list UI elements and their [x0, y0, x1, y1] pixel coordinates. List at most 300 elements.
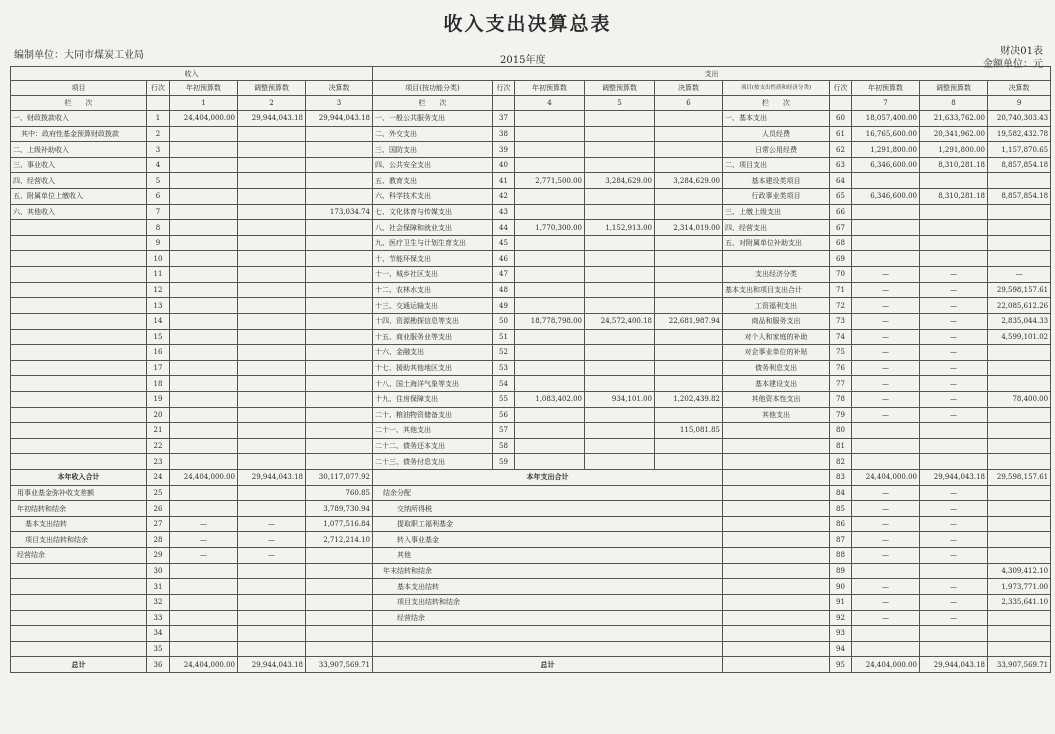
func-final — [655, 360, 723, 376]
table-row — [11, 204, 1051, 220]
income-budget-adjusted — [238, 173, 306, 189]
econ-budget-adjusted: — — [920, 532, 988, 548]
col-number: 4 — [515, 96, 585, 111]
econ-budget-adjusted — [920, 626, 988, 642]
row-number: 81 — [830, 438, 852, 454]
table-row — [11, 267, 1051, 283]
income-item-label — [11, 423, 147, 439]
row-number: 17 — [147, 360, 170, 376]
econ-item-label: 行政事业类项目 — [723, 189, 830, 205]
func-budget-adjusted — [585, 423, 655, 439]
income-budget-initial — [170, 189, 238, 205]
table-row — [11, 126, 1051, 142]
econ-budget-adjusted: 8,310,281.18 — [920, 157, 988, 173]
func-budget-adjusted — [585, 329, 655, 345]
income-budget-adjusted — [238, 298, 306, 314]
econ-budget-initial — [852, 423, 920, 439]
func-budget-adjusted: 1,152,913.00 — [585, 220, 655, 236]
econ-final: 33,907,569.71 — [988, 657, 1051, 673]
income-item-label: 年初结转和结余 — [11, 501, 147, 517]
col-budget-initial: 年初预算数 — [515, 81, 585, 96]
table-row — [11, 610, 1051, 626]
income-item-label — [11, 345, 147, 361]
income-budget-initial — [170, 157, 238, 173]
income-budget-initial — [170, 594, 238, 610]
econ-item-label: 对企事业单位的补贴 — [723, 345, 830, 361]
row-number: 1 — [147, 111, 170, 127]
income-item-label — [11, 360, 147, 376]
row-number: 15 — [147, 329, 170, 345]
income-final — [306, 360, 373, 376]
econ-final — [988, 454, 1051, 470]
income-item-label — [11, 610, 147, 626]
income-item-label: 基本支出结转 — [11, 516, 147, 532]
row-number: 30 — [147, 563, 170, 579]
income-item-label — [11, 267, 147, 283]
econ-final — [988, 235, 1051, 251]
func-final — [655, 157, 723, 173]
econ-budget-initial — [852, 454, 920, 470]
income-budget-initial — [170, 345, 238, 361]
row-number: 21 — [147, 423, 170, 439]
econ-final: 29,598,157.61 — [988, 282, 1051, 298]
econ-final — [988, 423, 1051, 439]
func-budget-adjusted — [585, 204, 655, 220]
row-number: 42 — [493, 189, 515, 205]
row-number: 87 — [830, 532, 852, 548]
econ-budget-initial — [852, 173, 920, 189]
income-budget-initial — [170, 563, 238, 579]
func-budget-initial — [515, 376, 585, 392]
table-row — [11, 391, 1051, 407]
income-budget-initial — [170, 282, 238, 298]
income-item-label — [11, 407, 147, 423]
row-number: 47 — [493, 267, 515, 283]
table-row — [11, 470, 1051, 486]
econ-final — [988, 204, 1051, 220]
row-number: 41 — [493, 173, 515, 189]
table-row — [11, 641, 1051, 657]
row-number: 19 — [147, 391, 170, 407]
econ-item-label — [723, 657, 830, 673]
econ-final — [988, 501, 1051, 517]
row-number: 22 — [147, 438, 170, 454]
income-budget-initial — [170, 235, 238, 251]
row-number: 34 — [147, 626, 170, 642]
econ-budget-adjusted: — — [920, 313, 988, 329]
expense-summary-label: 交纳所得税 — [373, 501, 723, 517]
row-number: 7 — [147, 204, 170, 220]
func-budget-initial — [515, 189, 585, 205]
econ-budget-adjusted: — — [920, 282, 988, 298]
row-number: 89 — [830, 563, 852, 579]
table-row — [11, 485, 1051, 501]
func-final: 3,284,629.00 — [655, 173, 723, 189]
econ-item-label: 日常公用经费 — [723, 142, 830, 158]
income-final — [306, 329, 373, 345]
row-number: 50 — [493, 313, 515, 329]
row-number: 64 — [830, 173, 852, 189]
econ-budget-initial: — — [852, 329, 920, 345]
econ-budget-initial: — — [852, 610, 920, 626]
econ-item-label: 基本建设支出 — [723, 376, 830, 392]
econ-final — [988, 548, 1051, 564]
col-number: 8 — [920, 96, 988, 111]
income-budget-initial — [170, 485, 238, 501]
col-budget-adjusted: 调整预算数 — [585, 81, 655, 96]
expense-summary-label — [373, 641, 723, 657]
row-number: 29 — [147, 548, 170, 564]
income-final — [306, 454, 373, 470]
row-number: 65 — [830, 189, 852, 205]
function-item-label: 四、公共安全支出 — [373, 157, 493, 173]
econ-item-label — [723, 563, 830, 579]
table-row — [11, 345, 1051, 361]
row-number: 54 — [493, 376, 515, 392]
income-budget-initial — [170, 360, 238, 376]
table-row — [11, 454, 1051, 470]
income-item-label — [11, 251, 147, 267]
econ-budget-initial — [852, 235, 920, 251]
income-budget-initial — [170, 407, 238, 423]
table-row — [11, 376, 1051, 392]
income-item-label: 用事业基金弥补收支差额 — [11, 485, 147, 501]
income-item-label — [11, 313, 147, 329]
income-final — [306, 189, 373, 205]
income-budget-adjusted: — — [238, 516, 306, 532]
function-item-label: 九、医疗卫生与计划生育支出 — [373, 235, 493, 251]
econ-budget-initial: — — [852, 532, 920, 548]
econ-budget-adjusted: — — [920, 548, 988, 564]
row-number: 58 — [493, 438, 515, 454]
expense-header: 支出 — [373, 67, 1051, 81]
expense-summary-label — [373, 626, 723, 642]
econ-final: 20,740,303.43 — [988, 111, 1051, 127]
income-item-label — [11, 454, 147, 470]
econ-item-label — [723, 470, 830, 486]
row-number: 38 — [493, 126, 515, 142]
func-budget-initial — [515, 329, 585, 345]
income-item-label: 三、事业收入 — [11, 157, 147, 173]
econ-budget-initial — [852, 563, 920, 579]
func-final — [655, 438, 723, 454]
econ-item-label: 支出经济分类 — [723, 267, 830, 283]
row-number: 83 — [830, 470, 852, 486]
income-item-label — [11, 282, 147, 298]
row-number: 69 — [830, 251, 852, 267]
table-row — [11, 548, 1051, 564]
func-budget-adjusted — [585, 235, 655, 251]
row-number: 78 — [830, 391, 852, 407]
income-budget-adjusted — [238, 391, 306, 407]
row-number: 63 — [830, 157, 852, 173]
row-number: 6 — [147, 189, 170, 205]
func-budget-adjusted — [585, 251, 655, 267]
econ-budget-adjusted: 20,341,962.00 — [920, 126, 988, 142]
expense-summary-label: 提取职工福利基金 — [373, 516, 723, 532]
income-budget-initial — [170, 313, 238, 329]
econ-final — [988, 376, 1051, 392]
econ-item-label: 对个人和家庭的补助 — [723, 329, 830, 345]
income-budget-adjusted — [238, 313, 306, 329]
func-final — [655, 142, 723, 158]
econ-budget-initial: — — [852, 267, 920, 283]
func-final — [655, 267, 723, 283]
income-final — [306, 548, 373, 564]
func-budget-initial — [515, 360, 585, 376]
function-item-label: 二十三、债务付息支出 — [373, 454, 493, 470]
function-item-label: 二十二、债务还本支出 — [373, 438, 493, 454]
function-item-label: 二十一、其他支出 — [373, 423, 493, 439]
income-budget-initial — [170, 626, 238, 642]
expense-summary-label: 转入事业基金 — [373, 532, 723, 548]
income-budget-adjusted — [238, 329, 306, 345]
econ-item-label: 其他资本性支出 — [723, 391, 830, 407]
econ-final — [988, 516, 1051, 532]
income-budget-adjusted — [238, 235, 306, 251]
income-item-label — [11, 563, 147, 579]
func-final — [655, 298, 723, 314]
table-row — [11, 111, 1051, 127]
econ-final: 1,973,771.00 — [988, 579, 1051, 595]
income-final: 3,789,730.94 — [306, 501, 373, 517]
func-budget-adjusted — [585, 407, 655, 423]
econ-item-label — [723, 532, 830, 548]
row-number: 66 — [830, 204, 852, 220]
econ-item-label — [723, 485, 830, 501]
income-budget-adjusted — [238, 626, 306, 642]
income-budget-adjusted: 29,944,043.18 — [238, 657, 306, 673]
row-number: 33 — [147, 610, 170, 626]
row-number: 2 — [147, 126, 170, 142]
econ-item-label — [723, 610, 830, 626]
function-item-label: 十六、金融支出 — [373, 345, 493, 361]
econ-item-label: 一、基本支出 — [723, 111, 830, 127]
func-budget-initial — [515, 251, 585, 267]
row-number: 9 — [147, 235, 170, 251]
lanci-label: 栏 次 — [11, 96, 147, 111]
col-number: 7 — [852, 96, 920, 111]
table-row — [11, 626, 1051, 642]
income-budget-initial — [170, 267, 238, 283]
income-budget-adjusted — [238, 220, 306, 236]
econ-final: 1,157,870.65 — [988, 142, 1051, 158]
table-row — [11, 329, 1051, 345]
income-item-label: 六、其他收入 — [11, 204, 147, 220]
func-budget-initial — [515, 142, 585, 158]
income-budget-initial — [170, 376, 238, 392]
income-budget-initial — [170, 173, 238, 189]
income-item-label — [11, 641, 147, 657]
function-item-label: 十九、住房保障支出 — [373, 391, 493, 407]
function-item-label: 三、国防支出 — [373, 142, 493, 158]
func-final — [655, 329, 723, 345]
func-budget-initial — [515, 298, 585, 314]
income-final: 33,907,569.71 — [306, 657, 373, 673]
col-final: 决算数 — [306, 81, 373, 96]
income-final — [306, 126, 373, 142]
income-final — [306, 594, 373, 610]
econ-item-label: 三、上缴上级支出 — [723, 204, 830, 220]
econ-item-label — [723, 516, 830, 532]
row-number: 79 — [830, 407, 852, 423]
col-row-no: 行次 — [493, 81, 515, 96]
function-item-label: 十八、国土海洋气象等支出 — [373, 376, 493, 392]
income-item-label — [11, 376, 147, 392]
table-row — [11, 189, 1051, 205]
func-budget-adjusted — [585, 360, 655, 376]
func-final — [655, 376, 723, 392]
income-item-label — [11, 579, 147, 595]
function-item-label: 十、节能环保支出 — [373, 251, 493, 267]
econ-final: 8,857,854.18 — [988, 157, 1051, 173]
col-budget-initial: 年初预算数 — [852, 81, 920, 96]
income-final: 30,117,077.92 — [306, 470, 373, 486]
func-final — [655, 235, 723, 251]
econ-final — [988, 345, 1051, 361]
table-row — [11, 423, 1051, 439]
income-budget-initial — [170, 610, 238, 626]
income-budget-initial — [170, 204, 238, 220]
row-number: 76 — [830, 360, 852, 376]
expense-summary-label: 年末结转和结余 — [373, 563, 723, 579]
func-budget-initial: 18,778,798.00 — [515, 313, 585, 329]
econ-budget-adjusted: — — [920, 376, 988, 392]
table-row — [11, 579, 1051, 595]
row-number: 5 — [147, 173, 170, 189]
row-number: 67 — [830, 220, 852, 236]
econ-item-label: 商品和服务支出 — [723, 313, 830, 329]
row-number: 23 — [147, 454, 170, 470]
econ-final: 2,335,641.10 — [988, 594, 1051, 610]
econ-final: 4,309,412.10 — [988, 563, 1051, 579]
table-row — [11, 657, 1051, 673]
econ-budget-initial: 6,346,600.00 — [852, 189, 920, 205]
row-number: 45 — [493, 235, 515, 251]
econ-budget-adjusted: — — [920, 579, 988, 595]
econ-final: 29,598,157.61 — [988, 470, 1051, 486]
row-number: 40 — [493, 157, 515, 173]
econ-item-label: 人员经费 — [723, 126, 830, 142]
econ-budget-adjusted: 29,944,043.18 — [920, 470, 988, 486]
econ-budget-initial: — — [852, 548, 920, 564]
econ-budget-adjusted — [920, 173, 988, 189]
income-budget-initial — [170, 438, 238, 454]
func-budget-adjusted — [585, 454, 655, 470]
income-budget-initial — [170, 220, 238, 236]
col-final: 决算数 — [988, 81, 1051, 96]
income-budget-adjusted: 29,944,043.18 — [238, 111, 306, 127]
econ-budget-initial — [852, 438, 920, 454]
row-number: 68 — [830, 235, 852, 251]
func-final — [655, 204, 723, 220]
row-number: 95 — [830, 657, 852, 673]
econ-budget-adjusted: 29,944,043.18 — [920, 657, 988, 673]
income-budget-adjusted — [238, 360, 306, 376]
income-final — [306, 157, 373, 173]
col-budget-initial: 年初预算数 — [170, 81, 238, 96]
table-row — [11, 407, 1051, 423]
econ-item-label — [723, 594, 830, 610]
income-budget-adjusted — [238, 610, 306, 626]
func-final — [655, 282, 723, 298]
econ-budget-initial: — — [852, 485, 920, 501]
income-item-label — [11, 235, 147, 251]
econ-item-label: 基本支出和项目支出合计 — [723, 282, 830, 298]
row-number: 85 — [830, 501, 852, 517]
function-item-label: 十三、交通运输支出 — [373, 298, 493, 314]
row-number: 39 — [493, 142, 515, 158]
econ-budget-initial: — — [852, 391, 920, 407]
income-budget-initial — [170, 298, 238, 314]
func-budget-initial: 1,770,300.00 — [515, 220, 585, 236]
econ-budget-adjusted — [920, 563, 988, 579]
econ-budget-adjusted: — — [920, 516, 988, 532]
func-budget-initial — [515, 204, 585, 220]
func-budget-initial — [515, 423, 585, 439]
econ-budget-initial: — — [852, 313, 920, 329]
econ-final: — — [988, 267, 1051, 283]
econ-final — [988, 485, 1051, 501]
expense-summary-label: 经营结余 — [373, 610, 723, 626]
econ-item-label — [723, 641, 830, 657]
income-budget-initial: 24,404,000.00 — [170, 657, 238, 673]
econ-budget-adjusted: — — [920, 360, 988, 376]
econ-budget-initial: — — [852, 298, 920, 314]
econ-final: 19,582,432.78 — [988, 126, 1051, 142]
econ-budget-initial: 1,291,800.00 — [852, 142, 920, 158]
row-number: 27 — [147, 516, 170, 532]
func-budget-initial: 2,771,500.00 — [515, 173, 585, 189]
func-budget-adjusted — [585, 345, 655, 361]
function-item-label: 八、社会保障和就业支出 — [373, 220, 493, 236]
econ-final: 4,599,101.02 — [988, 329, 1051, 345]
col-number: 6 — [655, 96, 723, 111]
table-row — [11, 360, 1051, 376]
income-budget-adjusted — [238, 251, 306, 267]
income-final — [306, 641, 373, 657]
income-budget-adjusted — [238, 267, 306, 283]
row-number: 70 — [830, 267, 852, 283]
function-item-label: 十二、农林水支出 — [373, 282, 493, 298]
row-number: 31 — [147, 579, 170, 595]
income-item-label — [11, 220, 147, 236]
func-budget-initial — [515, 282, 585, 298]
income-final — [306, 391, 373, 407]
econ-budget-adjusted: 21,633,762.00 — [920, 111, 988, 127]
econ-final — [988, 438, 1051, 454]
row-number: 14 — [147, 313, 170, 329]
expense-summary-label: 项目支出结转和结余 — [373, 594, 723, 610]
row-number: 57 — [493, 423, 515, 439]
row-number: 51 — [493, 329, 515, 345]
income-budget-initial — [170, 423, 238, 439]
income-budget-adjusted — [238, 641, 306, 657]
func-final: 1,202,439.82 — [655, 391, 723, 407]
income-budget-adjusted — [238, 501, 306, 517]
row-number: 10 — [147, 251, 170, 267]
income-budget-adjusted — [238, 563, 306, 579]
econ-item-label — [723, 579, 830, 595]
econ-budget-initial: — — [852, 376, 920, 392]
income-budget-initial — [170, 641, 238, 657]
income-budget-initial — [170, 126, 238, 142]
income-budget-adjusted — [238, 438, 306, 454]
row-number: 20 — [147, 407, 170, 423]
econ-budget-adjusted: 8,310,281.18 — [920, 189, 988, 205]
income-final — [306, 610, 373, 626]
col-budget-adjusted: 调整预算数 — [238, 81, 306, 96]
